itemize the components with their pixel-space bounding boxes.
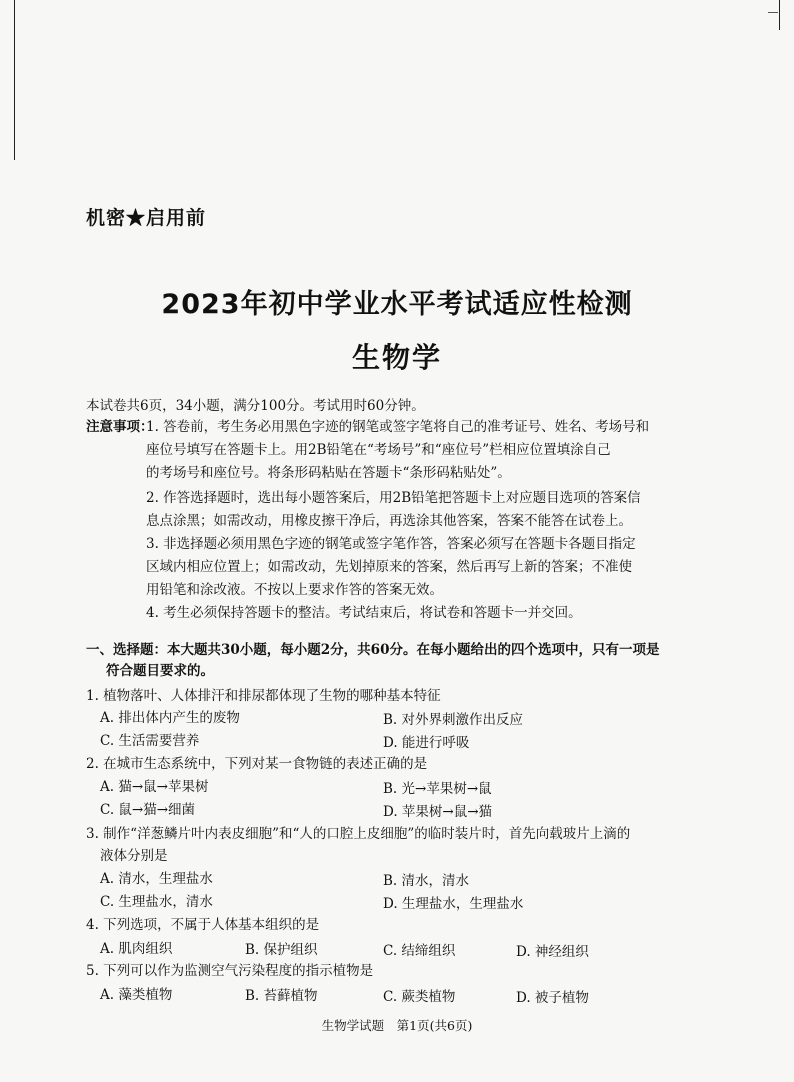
q3-option-a: A. 清水，生理盐水 xyxy=(100,871,213,887)
note-2-line-2: 息点涂黑；如需改动，用橡皮擦干净后，再选涂其他答案，答案不能答在试卷上。 xyxy=(146,513,632,529)
q5-option-a: A. 藻类植物 xyxy=(100,987,173,1003)
q2-option-b: B. 光→苹果树→鼠 xyxy=(383,781,492,797)
q3-option-d: D. 生理盐水，生理盐水 xyxy=(383,896,524,912)
q2-option-d: D. 苹果树→鼠→猫 xyxy=(383,804,493,820)
q1-option-b: B. 对外界刺激作出反应 xyxy=(383,712,524,728)
note-1-line-1: 1. 答卷前，考生务必用黑色字迹的钢笔或签字笔将自己的准考证号、姓名、考场号和 xyxy=(146,419,650,435)
q5-option-c: C. 蕨类植物 xyxy=(383,989,456,1005)
q1-option-d: D. 能进行呼吸 xyxy=(383,735,470,751)
q2-option-a: A. 猫→鼠→苹果树 xyxy=(100,779,209,795)
exam-summary: 本试卷共6页，34小题，满分100分。考试用时60分钟。 xyxy=(86,398,425,414)
q1-option-c: C. 生活需要营养 xyxy=(100,733,200,749)
question-1-stem: 1. 植物落叶、人体排汗和排尿都体现了生物的哪种基本特征 xyxy=(86,688,441,704)
q5-option-b: B. 苔藓植物 xyxy=(245,988,318,1004)
q3-option-c: C. 生理盐水，清水 xyxy=(100,894,213,910)
confidential-label: 机密★启用前 xyxy=(86,207,207,229)
section-1-heading-cont: 符合题目要求的。 xyxy=(106,663,214,679)
note-4-line-1: 4. 考生必须保持答题卡的整洁。考试结束后，将试卷和答题卡一并交回。 xyxy=(146,605,582,621)
question-2-stem: 2. 在城市生态系统中，下列对某一食物链的表述正确的是 xyxy=(86,756,428,772)
q3-option-b: B. 清水，清水 xyxy=(383,873,470,889)
q4-option-b: B. 保护组织 xyxy=(245,942,318,958)
q1-option-a: A. 排出体内产生的废物 xyxy=(100,710,240,726)
note-1-line-2: 座位号填写在答题卡上。用2B铅笔在“考场号”和“座位号”栏相应位置填涂自己 xyxy=(146,442,611,458)
question-4-stem: 4. 下列选项，不属于人体基本组织的是 xyxy=(86,917,320,933)
note-1-line-3: 的考场号和座位号。将条形码粘贴在答题卡“条形码粘贴处”。 xyxy=(146,465,511,481)
top-right-scan-mark xyxy=(768,12,778,13)
note-3-line-3: 用铅笔和涂改液。不按以上要求作答的答案无效。 xyxy=(146,582,443,598)
exam-title: 2023年初中学业水平考试适应性检测 xyxy=(161,289,633,320)
notes-heading: 注意事项： xyxy=(86,419,154,435)
section-1-heading: 一、选择题：本大题共30小题，每小题2分，共60分。在每小题给出的四个选项中，只有一项是 xyxy=(86,642,660,658)
q2-option-c: C. 鼠→猫→细菌 xyxy=(100,802,196,818)
subject-title: 生物学 xyxy=(351,341,442,374)
q4-option-d: D. 神经组织 xyxy=(516,944,589,960)
left-scan-edge xyxy=(14,0,15,160)
page-footer: 生物学试题 第1页(共6页) xyxy=(321,1018,473,1033)
q4-option-a: A. 肌肉组织 xyxy=(100,941,173,957)
note-2-line-1: 2. 作答选择题时，选出每小题答案后，用2B铅笔把答题卡上对应题目选项的答案信 xyxy=(146,490,641,506)
question-3-stem-cont: 液体分别是 xyxy=(100,848,168,864)
note-3-line-2: 区域内相应位置上；如需改动，先划掉原来的答案，然后再写上新的答案；不准使 xyxy=(146,559,632,575)
q5-option-d: D. 被子植物 xyxy=(516,990,589,1006)
question-3-stem: 3. 制作“洋葱鳞片叶内表皮细胞”和“人的口腔上皮细胞”的临时装片时，首先向载玻片上滴的 xyxy=(86,826,631,842)
note-3-line-1: 3. 非选择题必须用黑色字迹的钢笔或签字笔作答，答案必须写在答题卡各题目指定 xyxy=(146,536,636,552)
question-5-stem: 5. 下列可以作为监测空气污染程度的指示植物是 xyxy=(86,963,374,979)
right-scan-edge xyxy=(779,0,780,30)
q4-option-c: C. 结缔组织 xyxy=(383,943,456,959)
